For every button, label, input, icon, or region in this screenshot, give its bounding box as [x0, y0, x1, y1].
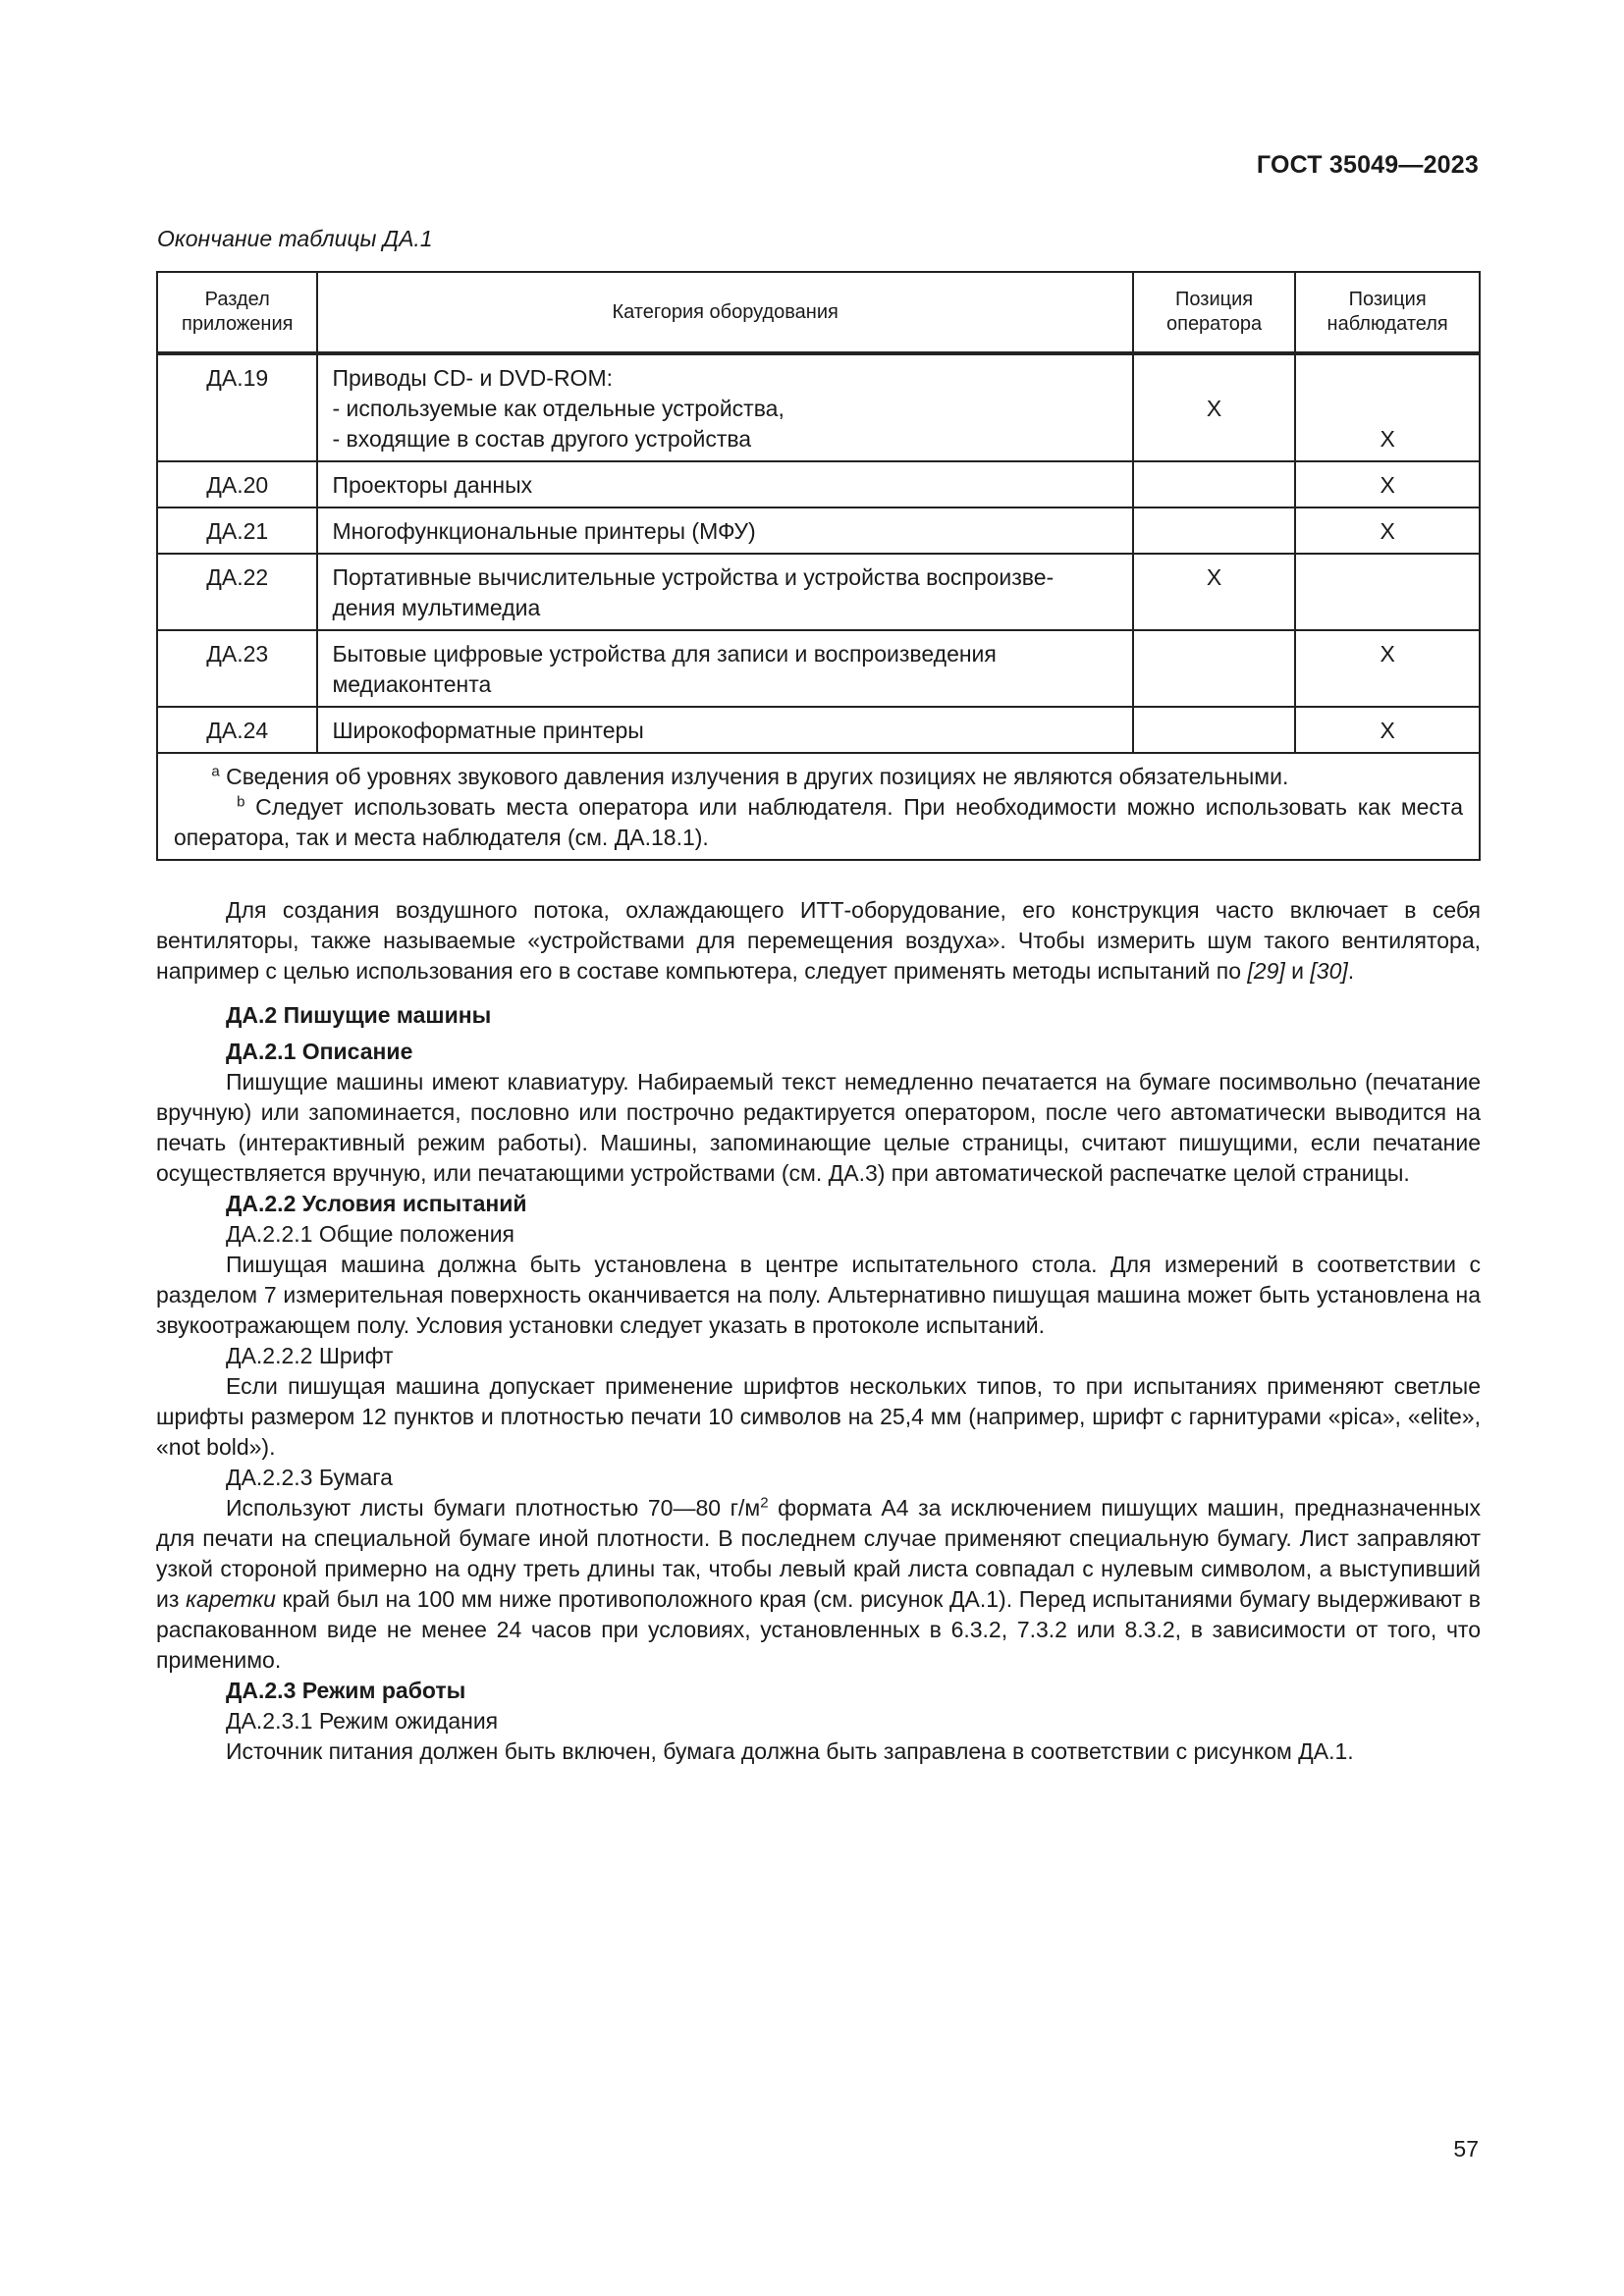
heading-da22: ДА.2.2 Условия испытаний: [226, 1191, 527, 1216]
row-category: [317, 353, 1132, 461]
table-caption: Окончание таблицы ДА.1: [157, 226, 433, 251]
row-section: ДА.23: [157, 630, 317, 707]
table-footnotes-row: [157, 753, 1480, 860]
row-category: [317, 630, 1132, 707]
subheading-da222: ДА.2.2.2 Шрифт: [226, 1343, 394, 1368]
intro-text: Для создания воздушного потока, охлаждающего ИТТ-оборудование, его конструкция часто включает в себя вентиляторы, также называемые «устройствами для перемещения воздуха». Чтобы измерить шум такого вентилятора, например с целью использования его в составе компьютера, следует применять методы испытаний по: [156, 897, 1481, 984]
paragraph-da221: Пишущая машина должна быть установлена в центре испытательного стола. Для измерений в соответствии с разделом 7 измерительная поверхность оканчивается на полу. Альтернативно пишущая машина может быть установлена на звукоотражающем полу. Условия установки следует указать в протоколе испытаний.: [156, 1252, 1481, 1338]
row-operator-mark: X: [1133, 353, 1295, 461]
row-operator-mark: [1133, 630, 1295, 707]
table-row: [157, 630, 1480, 707]
document-code: ГОСТ 35049—2023: [1256, 151, 1479, 179]
table-row: [157, 554, 1480, 630]
category-line: Проекторы данных: [332, 472, 533, 498]
table-footnotes: [157, 753, 1480, 860]
row-category: [317, 461, 1132, 507]
table-row: [157, 461, 1480, 507]
col-header-operator: Позиция оператора: [1133, 272, 1295, 353]
category-line: Портативные вычислительные устройства и устройства воспроизве-: [332, 564, 1055, 590]
row-observer-mark: X: [1295, 507, 1480, 554]
footnote-b-text: Следует использовать места оператора или наблюдателя. При необходимости можно использовать как места оператора, так и места наблюдателя (см. ДА.18.1).: [174, 794, 1464, 850]
heading-da23: ДА.2.3 Режим работы: [226, 1678, 466, 1703]
category-line: - используемые как отдельные устройства,: [332, 396, 785, 421]
category-line: - входящие в состав другого устройства: [332, 426, 752, 452]
row-category: [317, 507, 1132, 554]
table-header-row: [157, 272, 1480, 353]
footnote-a: [174, 762, 1463, 792]
table-row: [157, 353, 1480, 461]
col-header-section: Раздел приложения: [157, 272, 317, 353]
paper-text-b: формата А4 за исключением пишущих машин, предназначенных для печати на специальной бумаге иной плотности. В последнем случае применяют специальную бумагу. Лист заправляют узкой стороной примерно на одну треть длины так, чтобы левый край листа совпадал с нулевым символом, а выступивший из: [156, 1495, 1481, 1612]
category-line: медиаконтента: [332, 671, 492, 697]
row-category: [317, 554, 1132, 630]
category-line: Широкоформатные принтеры: [332, 718, 644, 743]
row-section: ДА.19: [157, 353, 317, 461]
main-text: [156, 895, 1481, 1767]
row-section: ДА.24: [157, 707, 317, 753]
row-operator-mark: [1133, 507, 1295, 554]
row-section: ДА.22: [157, 554, 317, 630]
paper-text-a: Используют листы бумаги плотностью 70—80 г/м: [226, 1495, 761, 1521]
table-row: [157, 707, 1480, 753]
row-observer-mark: X: [1295, 353, 1480, 461]
category-line: Бытовые цифровые устройства для записи и воспроизведения: [332, 641, 997, 667]
row-section: ДА.20: [157, 461, 317, 507]
paragraph-da222: Если пишущая машина допускает применение шрифтов нескольких типов, то при испытаниях применяют светлые шрифты размером 12 пунктов и плотностью печати 10 символов на 25,4 мм (например, шрифт с гарнитурами «pica», «elite», «not bold»).: [156, 1373, 1481, 1460]
row-observer-mark: [1295, 554, 1480, 630]
category-line: дения мультимедиа: [332, 595, 541, 620]
subheading-da231: ДА.2.3.1 Режим ожидания: [226, 1708, 499, 1734]
table-row: [157, 507, 1480, 554]
row-section: ДА.21: [157, 507, 317, 554]
page-number: 57: [1453, 2136, 1479, 2162]
paper-text-c: край был на 100 мм ниже противоположного края (см. рисунок ДА.1). Перед испытаниями бумагу выдерживают в распакованном виде не менее 24 часов при условиях, установленных в 6.3.2, 7.3.2 или 8.3.2, в зависимости от того, что применимо.: [156, 1586, 1481, 1673]
paragraph-da21: Пишущие машины имеют клавиатуру. Набираемый текст немедленно печатается на бумаге посимвольно (печатание вручную) или запоминается, пословно или построчно редактируется оператором, после чего автоматически выводится на печать (интерактивный режим работы). Машины, запоминающие целые страницы, считают пишущими, если печатание осуществляется вручную, или печатающими устройствами (см. ДА.3) при автоматической распечатке целой страницы.: [156, 1069, 1481, 1186]
footnote-b-mark: b: [237, 793, 245, 811]
col-header-category: Категория оборудования: [317, 272, 1132, 353]
row-observer-mark: X: [1295, 461, 1480, 507]
heading-da2: ДА.2 Пишущие машины: [226, 1002, 492, 1028]
footnote-b: [174, 792, 1463, 853]
row-observer-mark: X: [1295, 707, 1480, 753]
row-operator-mark: [1133, 707, 1295, 753]
intro-paragraph: [156, 895, 1481, 987]
category-line: Многофункциональные принтеры (МФУ): [332, 518, 756, 544]
row-observer-mark: X: [1295, 630, 1480, 707]
row-operator-mark: [1133, 461, 1295, 507]
equipment-table: [156, 271, 1481, 861]
footnote-a-text: Сведения об уровнях звукового давления излучения в других позициях не являются обязательными.: [226, 764, 1289, 789]
paper-superscript: 2: [760, 1494, 769, 1512]
footnote-a-mark: a: [211, 763, 220, 780]
paragraph-da231: Источник питания должен быть включен, бумага должна быть заправлена в соответствии с рисунком ДА.1.: [226, 1738, 1354, 1764]
ref-29: [29]: [1247, 958, 1285, 984]
subheading-da221: ДА.2.2.1 Общие положения: [226, 1221, 515, 1247]
ref-30: [30]: [1310, 958, 1348, 984]
intro-and: и: [1284, 958, 1311, 984]
subheading-da223: ДА.2.2.3 Бумага: [226, 1465, 393, 1490]
row-category: [317, 707, 1132, 753]
paragraph-da223: [156, 1493, 1481, 1676]
row-operator-mark: X: [1133, 554, 1295, 630]
paper-italic: каретки: [186, 1586, 276, 1612]
heading-da21: ДА.2.1 Описание: [226, 1039, 413, 1064]
intro-end: .: [1347, 958, 1355, 984]
category-line: Приводы CD- и DVD-ROM:: [332, 365, 613, 391]
col-header-observer: Позиция наблюдателя: [1295, 272, 1480, 353]
